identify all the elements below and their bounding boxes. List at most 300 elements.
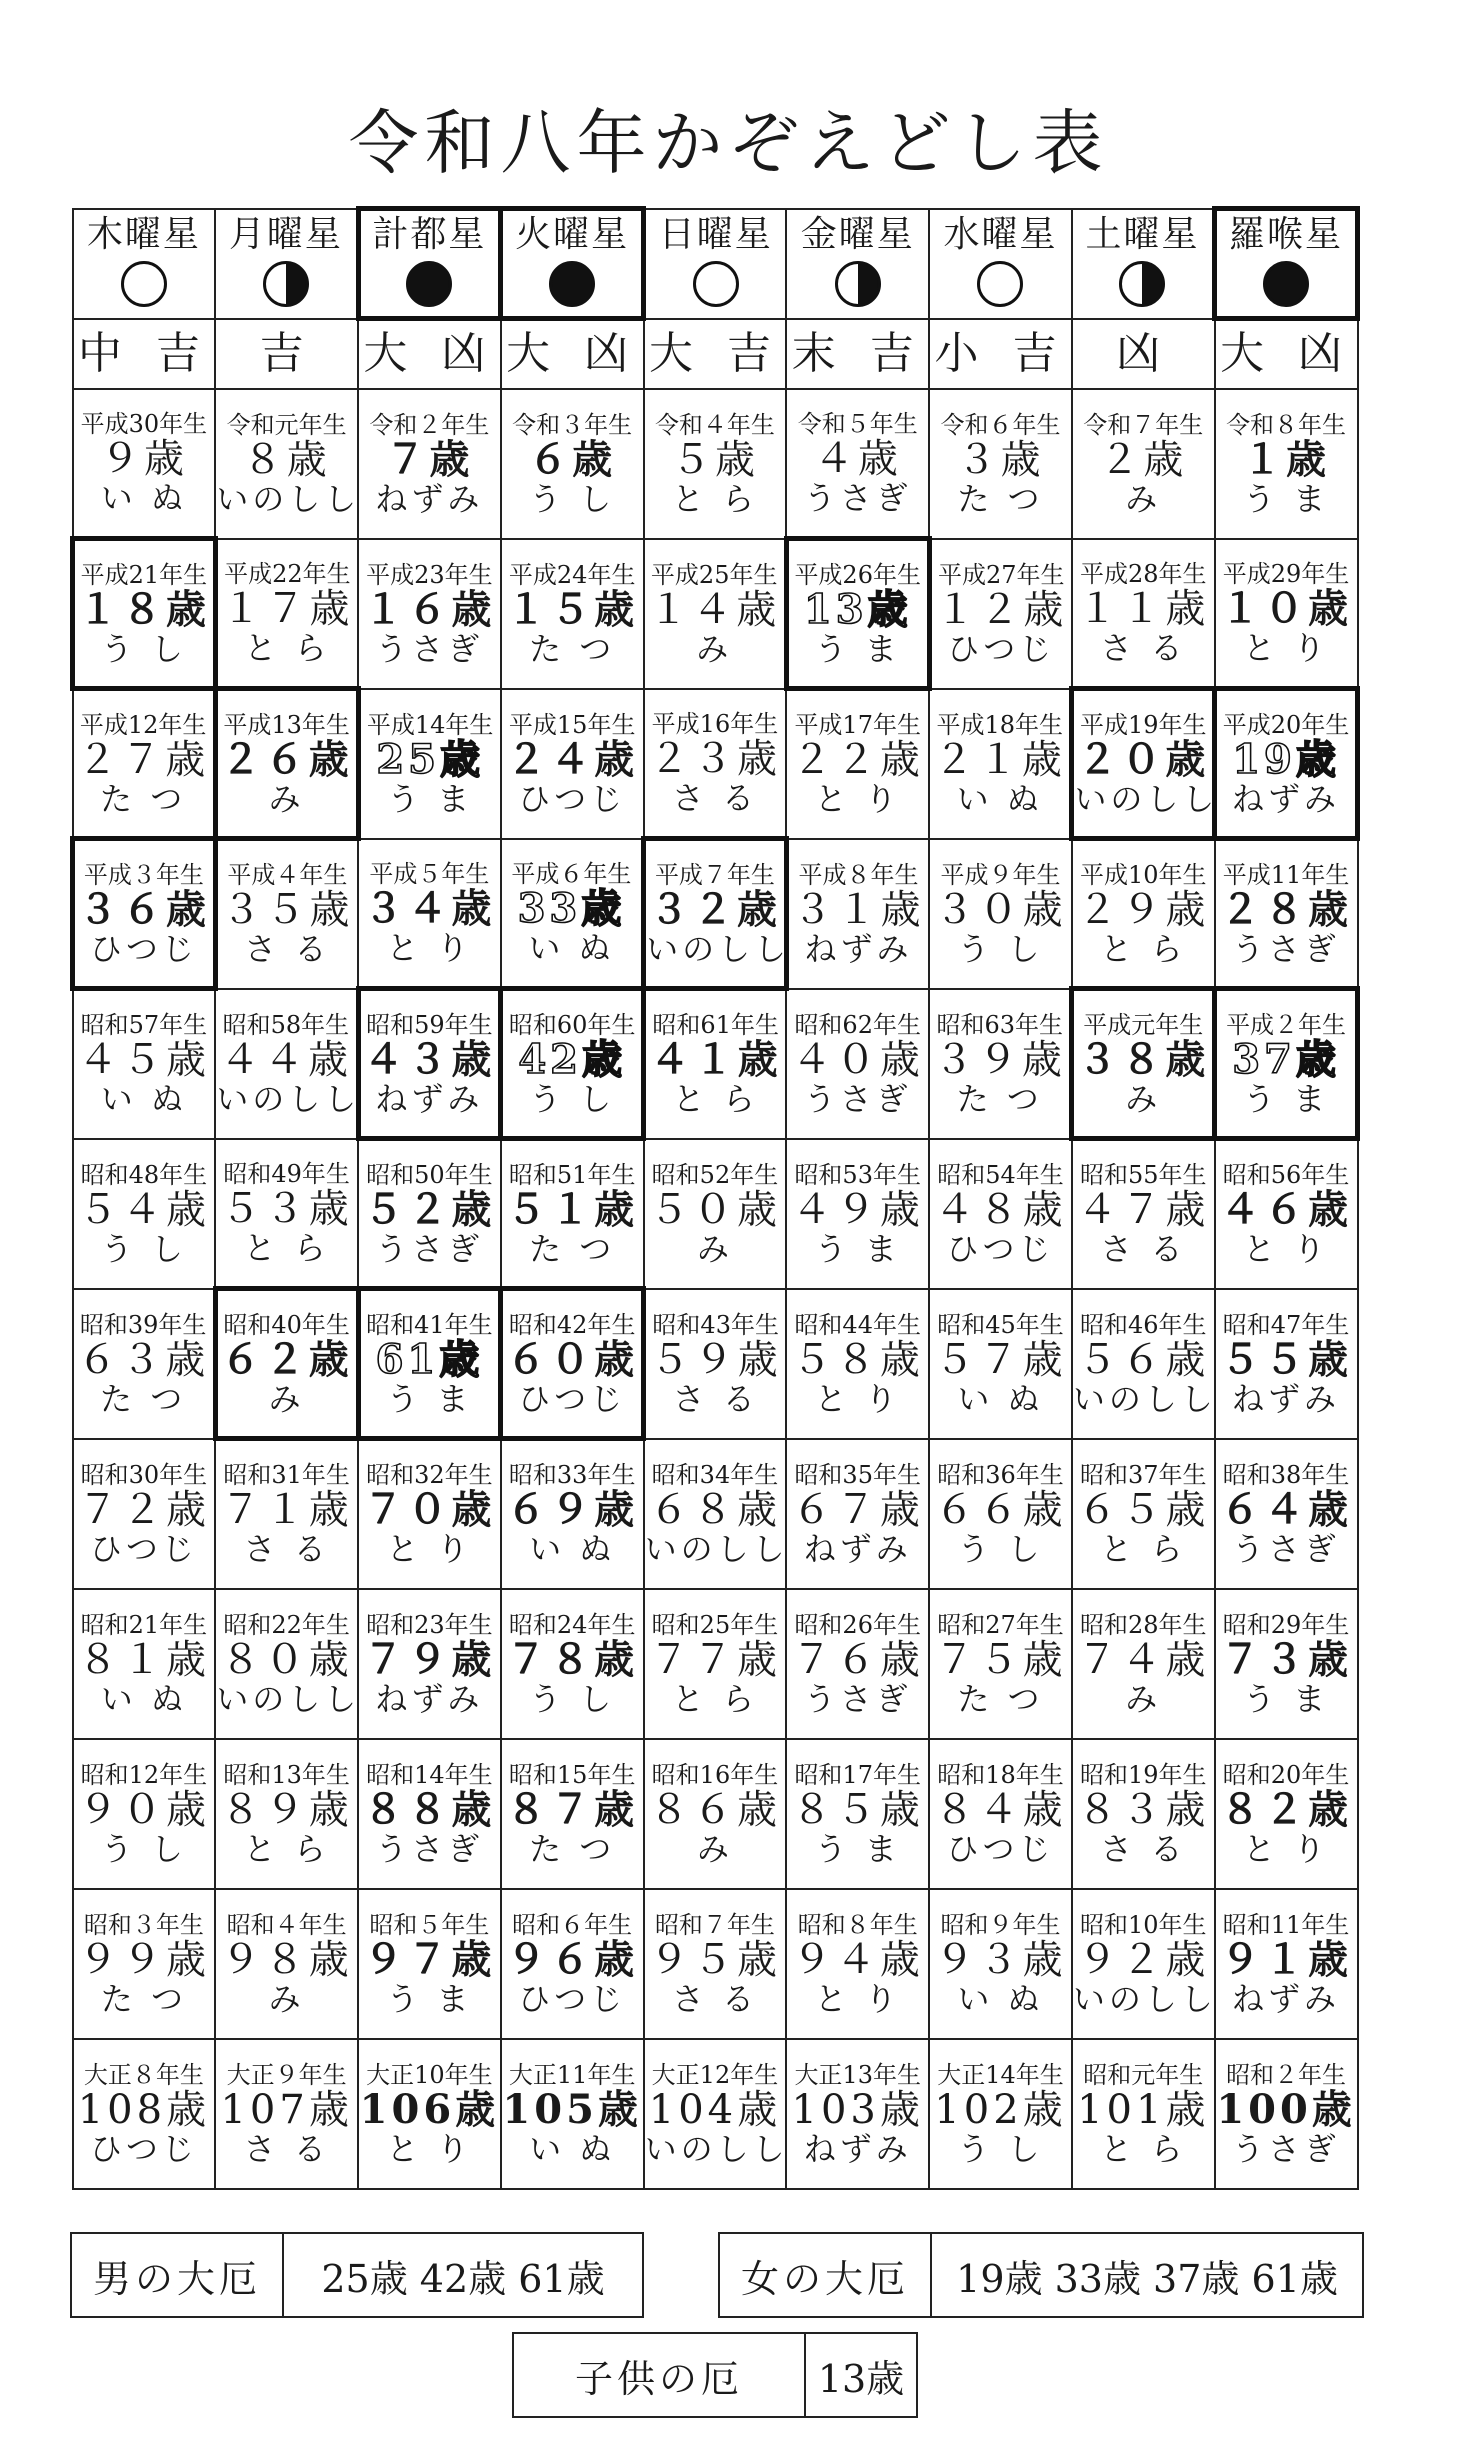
birth-era: 昭和60年生 <box>508 1010 636 1039</box>
age-value: ９４歳 <box>791 1936 924 1983</box>
filled-circle-icon <box>549 261 595 307</box>
age-value: ２８歳 <box>1220 885 1353 933</box>
birth-era: 昭和63年生 <box>936 1010 1063 1039</box>
zodiac-sign: み <box>1125 1079 1162 1118</box>
age-cell <box>73 989 216 1139</box>
birth-era: 大正11年生 <box>508 2060 636 2089</box>
age-value: １１歳 <box>1077 585 1210 632</box>
age-value: ９０歳 <box>77 1786 210 1833</box>
age-cell <box>786 1889 929 2039</box>
empty-circle-icon <box>693 261 739 307</box>
zodiac-sign: いのしし <box>216 479 361 518</box>
age-cell <box>501 839 644 989</box>
zodiac-sign: う ま <box>1242 1679 1330 1718</box>
star-name: 金曜星 <box>800 213 915 255</box>
zodiac-sign: と り <box>814 1979 901 2018</box>
zodiac-sign: と ら <box>672 1080 759 1119</box>
age-value: ２４歳 <box>506 735 639 783</box>
birth-era: 昭和30年生 <box>80 1460 208 1489</box>
zodiac-sign: た つ <box>100 1379 187 1418</box>
age-row <box>73 1139 1358 1289</box>
birth-era: 令和元年生 <box>226 410 347 439</box>
birth-era: 昭和12年生 <box>80 1760 208 1789</box>
birth-era: 昭和７年生 <box>654 1910 775 1939</box>
male-yakudoshi-box <box>70 2232 644 2318</box>
page-title: 令和八年かぞえどし表 <box>348 102 1109 184</box>
zodiac-sign: さ る <box>243 1530 330 1569</box>
empty-circle-icon <box>121 261 167 307</box>
age-cell <box>1215 689 1358 839</box>
zodiac-sign: うさぎ <box>375 1229 484 1268</box>
age-value: 13歳 <box>803 585 912 633</box>
zodiac-sign: み <box>696 629 733 668</box>
birth-era: 昭和10年生 <box>1079 1910 1207 1939</box>
zodiac-sign: ねずみ <box>1232 1979 1341 2018</box>
half-circle-icon <box>835 261 881 307</box>
age-cell <box>73 1289 216 1439</box>
birth-era: 昭和24年生 <box>508 1610 636 1639</box>
age-cell <box>215 2039 358 2189</box>
zodiac-sign: う ま <box>387 779 474 818</box>
star-header-cell <box>215 209 358 319</box>
zodiac-sign: と ら <box>243 1228 330 1267</box>
age-cell <box>1072 1589 1215 1739</box>
zodiac-sign: さ る <box>243 2129 330 2168</box>
birth-era: 大正９年生 <box>226 2060 347 2089</box>
age-cell <box>73 1139 216 1289</box>
birth-era: 昭和52年生 <box>651 1160 779 1189</box>
age-cell <box>358 389 501 539</box>
age-value: 100歳 <box>1216 2085 1356 2133</box>
birth-era: 昭和34年生 <box>651 1460 779 1489</box>
age-cell <box>73 1739 216 1889</box>
age-value: 61歳 <box>375 1335 484 1383</box>
birth-era: 昭和59年生 <box>366 1010 493 1039</box>
age-cell <box>215 1289 358 1439</box>
fortune-label: 小 吉 <box>934 327 1067 379</box>
age-cell <box>358 1439 501 1589</box>
age-cell <box>358 1139 501 1289</box>
birth-era: 平成19年生 <box>1079 710 1207 739</box>
zodiac-sign: ひつじ <box>89 2129 198 2168</box>
birth-era: 平成17年生 <box>794 711 921 740</box>
age-cell <box>929 839 1072 989</box>
female-yakudoshi-ages: 19歳 33歳 37歳 61歳 <box>956 2256 1338 2301</box>
age-value: ５６歳 <box>1077 1336 1210 1383</box>
star-header-cell <box>786 209 929 319</box>
star-header-cell <box>644 209 787 319</box>
age-value: ５９歳 <box>649 1336 782 1383</box>
zodiac-sign: と ら <box>1100 929 1187 968</box>
age-cell <box>215 1439 358 1589</box>
zodiac-sign: み <box>1125 479 1162 518</box>
birth-era: 大正10年生 <box>366 2060 493 2089</box>
birth-era: 平成９年生 <box>940 860 1061 889</box>
star-name: 水曜星 <box>943 213 1058 255</box>
age-value: ４３歳 <box>363 1035 496 1083</box>
age-value: 108歳 <box>77 2086 211 2133</box>
zodiac-sign: う し <box>100 1829 187 1868</box>
age-row <box>73 1289 1358 1439</box>
age-cell <box>644 389 787 539</box>
age-value: ８２歳 <box>1220 1785 1353 1833</box>
age-cell <box>1072 689 1219 839</box>
age-row <box>73 1439 1358 1589</box>
age-value: ５３歳 <box>220 1185 353 1232</box>
age-cell <box>929 389 1072 539</box>
birth-era: 昭和27年生 <box>937 1610 1064 1639</box>
age-value: ７７歳 <box>648 1636 781 1683</box>
age-cell <box>501 1739 644 1889</box>
age-value: ３６歳 <box>77 885 210 933</box>
birth-era: 大正８年生 <box>83 2060 204 2089</box>
birth-era: 昭和16年生 <box>651 1760 779 1789</box>
zodiac-sign: さ る <box>244 930 331 969</box>
birth-era: 昭和32年生 <box>366 1461 493 1490</box>
zodiac-sign: さ る <box>671 778 759 817</box>
birth-era: 平成16年生 <box>651 709 779 738</box>
birth-era: 昭和17年生 <box>794 1760 921 1789</box>
age-cell <box>73 539 216 689</box>
age-cell <box>786 839 929 989</box>
zodiac-sign: い ぬ <box>100 1679 187 1718</box>
fortune-label: 吉 <box>259 327 314 379</box>
age-row <box>73 389 1358 539</box>
age-value: ４８歳 <box>934 1186 1067 1233</box>
birth-era: 平成15年生 <box>508 710 636 739</box>
zodiac-sign: う し <box>529 479 616 518</box>
zodiac-sign: ねずみ <box>375 479 484 518</box>
age-value: １７歳 <box>221 585 354 632</box>
age-cell <box>644 1289 787 1439</box>
star-header-row <box>73 209 1358 319</box>
age-value: 102歳 <box>934 2086 1067 2133</box>
age-value: １６歳 <box>363 585 496 633</box>
birth-era: 令和２年生 <box>369 410 490 439</box>
age-value: ４１歳 <box>649 1036 782 1084</box>
child-yakudoshi-box <box>512 2332 918 2418</box>
age-cell <box>1215 1139 1358 1289</box>
age-cell <box>786 989 929 1139</box>
birth-era: 昭和41年生 <box>366 1310 493 1339</box>
zodiac-sign: さ る <box>1100 1829 1187 1868</box>
birth-era: 昭和36年生 <box>937 1460 1064 1489</box>
birth-era: 昭和47年生 <box>1222 1310 1350 1339</box>
age-value: ７８歳 <box>506 1635 639 1683</box>
age-value: 25歳 <box>376 735 484 783</box>
filled-circle-icon <box>406 261 452 307</box>
age-value: ４４歳 <box>219 1036 352 1083</box>
age-cell <box>644 1589 787 1739</box>
age-cell <box>1072 989 1215 1139</box>
age-value: ７９歳 <box>363 1635 496 1683</box>
age-value: ８８歳 <box>363 1785 496 1833</box>
age-cell <box>501 689 644 839</box>
age-value: ２６歳 <box>220 735 353 783</box>
fortune-label: 大 凶 <box>1220 328 1353 380</box>
zodiac-sign: うさぎ <box>375 1829 484 1868</box>
star-name: 日曜星 <box>658 213 773 255</box>
birth-era: 大正12年生 <box>651 2060 779 2089</box>
age-value: ７歳 <box>385 435 474 483</box>
zodiac-sign: た つ <box>529 1229 616 1268</box>
age-cell <box>73 1589 216 1739</box>
age-value: 103歳 <box>791 2086 924 2133</box>
age-cell <box>644 839 791 989</box>
age-cell <box>215 1739 358 1889</box>
birth-era: 昭和２年生 <box>1226 2060 1347 2089</box>
age-value: 107歳 <box>220 2086 353 2133</box>
fortune-cell <box>1072 319 1215 389</box>
age-cell <box>501 1289 644 1439</box>
age-cell <box>786 1589 929 1739</box>
age-row <box>73 1889 1358 2039</box>
zodiac-sign: う し <box>957 2129 1044 2168</box>
birth-era: 昭和33年生 <box>508 1461 636 1490</box>
zodiac-sign: と ら <box>1100 2129 1187 2168</box>
birth-era: 平成29年生 <box>1222 559 1350 588</box>
age-value: ８９歳 <box>220 1786 353 1833</box>
age-cell <box>644 1139 787 1289</box>
age-cell <box>1215 539 1358 689</box>
birth-era: 昭和28年生 <box>1079 1610 1207 1639</box>
zodiac-sign: う ま <box>814 1229 901 1268</box>
age-cell <box>929 989 1072 1139</box>
star-header-cell <box>73 209 216 319</box>
age-cell <box>1215 1589 1358 1739</box>
age-cell <box>1215 839 1358 989</box>
zodiac-sign: うさぎ <box>803 478 912 517</box>
age-cell <box>1072 2039 1215 2189</box>
age-cell <box>644 539 787 689</box>
age-cell <box>1215 989 1358 1139</box>
fortune-cell <box>358 319 501 389</box>
zodiac-sign: いのしし <box>644 1529 789 1568</box>
zodiac-sign: ねずみ <box>804 929 913 968</box>
zodiac-sign: い ぬ <box>528 928 615 967</box>
age-table <box>70 206 1360 2190</box>
age-value: ８４歳 <box>934 1786 1067 1833</box>
age-cell <box>644 1739 787 1889</box>
birth-era: 昭和49年生 <box>223 1159 350 1188</box>
age-cell <box>73 839 216 989</box>
zodiac-sign: と り <box>1242 628 1330 667</box>
zodiac-sign: いのしし <box>1072 1379 1217 1418</box>
zodiac-sign: い ぬ <box>100 1080 187 1119</box>
birth-era: 平成18年生 <box>936 710 1063 739</box>
zodiac-sign: み <box>268 779 305 818</box>
half-circle-icon <box>1119 261 1165 307</box>
fortune-label: 末 吉 <box>791 327 924 379</box>
age-row <box>73 689 1358 839</box>
age-value: ４５歳 <box>77 1037 210 1084</box>
zodiac-sign: と ら <box>244 628 331 667</box>
birth-era: 平成５年生 <box>369 859 490 888</box>
age-value: ８１歳 <box>77 1636 210 1683</box>
birth-era: 平成26年生 <box>794 560 921 589</box>
age-value: ７３歳 <box>1220 1635 1353 1683</box>
age-cell <box>1215 389 1358 539</box>
zodiac-sign: た つ <box>957 479 1044 518</box>
birth-era: 平成14年生 <box>366 710 494 739</box>
male-yakudoshi-label: 男の大厄 <box>72 2234 284 2316</box>
age-value: 19歳 <box>1232 735 1340 783</box>
age-cell <box>501 1589 644 1739</box>
age-cell <box>358 539 501 689</box>
age-row <box>73 539 1358 689</box>
age-cell <box>929 1439 1072 1589</box>
zodiac-sign: ねずみ <box>1232 779 1341 818</box>
age-cell <box>929 1589 1072 1739</box>
zodiac-sign: と り <box>1242 1230 1330 1269</box>
age-cell <box>1072 1139 1215 1289</box>
birth-era: 昭和48年生 <box>80 1160 208 1189</box>
age-value: ４６歳 <box>1220 1186 1353 1234</box>
fortune-cell <box>215 319 358 389</box>
age-cell <box>501 989 644 1139</box>
empty-circle-icon <box>977 261 1023 307</box>
age-cell <box>1072 1889 1215 2039</box>
zodiac-sign: い ぬ <box>956 779 1043 818</box>
fortune-cell <box>1215 319 1358 389</box>
birth-era: 平成元年生 <box>1083 1010 1204 1039</box>
age-value: ７４歳 <box>1077 1636 1210 1683</box>
age-value: ９９歳 <box>77 1936 210 1983</box>
age-value: ９３歳 <box>934 1936 1067 1983</box>
zodiac-sign: ひつじ <box>89 929 198 968</box>
birth-era: 昭和62年生 <box>794 1010 921 1039</box>
birth-era: 平成２年生 <box>1226 1010 1347 1039</box>
zodiac-sign: うさぎ <box>1232 929 1341 968</box>
age-cell <box>1072 1439 1215 1589</box>
child-yakudoshi-label: 子供の厄 <box>514 2334 806 2416</box>
age-cell <box>1072 539 1215 689</box>
age-value: ２７歳 <box>77 736 210 783</box>
age-cell <box>1072 839 1215 989</box>
age-row <box>73 1589 1358 1739</box>
birth-era: 平成28年生 <box>1079 559 1207 588</box>
birth-era: 平成13年生 <box>223 710 350 739</box>
birth-era: 昭和６年生 <box>512 1910 633 1939</box>
age-value: １４歳 <box>648 586 781 633</box>
age-value: ９２歳 <box>1077 1936 1210 1983</box>
zodiac-sign: た つ <box>956 1079 1043 1118</box>
birth-era: 令和３年生 <box>512 410 633 439</box>
birth-era: 令和４年生 <box>654 410 775 439</box>
fortune-cell <box>786 319 929 389</box>
star-name: 月曜星 <box>228 213 343 255</box>
birth-era: 平成８年生 <box>798 860 919 889</box>
age-cell <box>929 1139 1072 1289</box>
age-cell <box>786 539 929 689</box>
zodiac-sign: と ら <box>1100 1529 1187 1568</box>
age-cell <box>1215 1739 1358 1889</box>
age-value: ３５歳 <box>221 887 354 934</box>
birth-era: 昭和９年生 <box>940 1910 1061 1939</box>
zodiac-sign: う ま <box>386 1379 473 1418</box>
age-value: ５５歳 <box>1220 1335 1353 1383</box>
zodiac-sign: ねずみ <box>1232 1379 1341 1418</box>
age-cell <box>929 1889 1072 2039</box>
fortune-label: 凶 <box>1116 327 1171 379</box>
age-value: ８歳 <box>242 436 331 483</box>
birth-era: 昭和29年生 <box>1222 1610 1350 1639</box>
age-value: ６５歳 <box>1077 1486 1210 1533</box>
fortune-cell <box>929 319 1072 389</box>
age-value: ５０歳 <box>648 1186 781 1233</box>
age-value: ３４歳 <box>363 884 496 932</box>
age-value: ４７歳 <box>1077 1187 1210 1234</box>
age-value: ７１歳 <box>220 1487 353 1534</box>
age-cell <box>786 389 929 539</box>
zodiac-sign: うさぎ <box>1232 2129 1341 2168</box>
age-cell <box>215 1889 358 2039</box>
zodiac-sign: さ る <box>1100 1230 1187 1269</box>
age-value: ４９歳 <box>791 1186 924 1233</box>
birth-era: 平成20年生 <box>1222 710 1350 739</box>
zodiac-sign: と り <box>386 2129 473 2168</box>
age-value: 104歳 <box>648 2086 782 2133</box>
age-value: ２０歳 <box>1077 735 1210 783</box>
age-cell <box>215 389 361 539</box>
age-cell <box>215 989 361 1139</box>
age-cell <box>501 1889 644 2039</box>
fortune-label: 大 凶 <box>506 328 639 380</box>
zodiac-sign: ひつじ <box>518 1379 627 1418</box>
age-cell <box>501 539 644 689</box>
zodiac-sign: ひつじ <box>946 1229 1055 1268</box>
birth-era: 昭和61年生 <box>652 1011 779 1040</box>
age-cell <box>929 1739 1072 1889</box>
age-value: ８７歳 <box>506 1785 639 1833</box>
zodiac-sign: み <box>268 1979 305 2018</box>
age-value: ６４歳 <box>1220 1485 1353 1533</box>
zodiac-sign: い ぬ <box>957 1379 1044 1418</box>
zodiac-sign: いのしし <box>646 929 791 968</box>
birth-era: 平成11年生 <box>1222 860 1350 889</box>
fortune-row <box>73 319 1358 389</box>
birth-era: 平成22年生 <box>224 559 351 588</box>
age-cell <box>1072 1289 1215 1439</box>
birth-era: 昭和18年生 <box>937 1760 1064 1789</box>
age-cell <box>73 389 216 539</box>
age-value: ５１歳 <box>506 1185 639 1233</box>
age-value: ２９歳 <box>1077 886 1210 933</box>
age-value: １８歳 <box>77 585 210 633</box>
zodiac-sign: う し <box>100 629 187 668</box>
age-value: ６７歳 <box>791 1486 924 1533</box>
zodiac-sign: ひつじ <box>89 1529 198 1568</box>
zodiac-sign: た つ <box>529 629 616 668</box>
age-cell <box>358 689 501 839</box>
age-cell <box>358 2039 501 2189</box>
birth-era: 令和６年生 <box>940 410 1061 439</box>
age-cell <box>215 689 358 839</box>
star-header-cell <box>358 209 501 319</box>
zodiac-sign: う し <box>957 1529 1044 1568</box>
zodiac-sign: と り <box>386 928 473 967</box>
zodiac-sign: ねずみ <box>803 2129 912 2168</box>
fortune-label: 中 吉 <box>77 327 210 379</box>
birth-era: 昭和42年生 <box>508 1310 636 1339</box>
zodiac-sign: いのしし <box>216 1679 361 1718</box>
male-yakudoshi-ages: 25歳 42歳 61歳 <box>321 2256 605 2301</box>
birth-era: 昭和50年生 <box>366 1160 493 1189</box>
birth-era: 昭和45年生 <box>937 1310 1064 1339</box>
age-row <box>73 2039 1358 2189</box>
age-value: ３１歳 <box>792 886 925 933</box>
age-cell <box>73 689 216 839</box>
